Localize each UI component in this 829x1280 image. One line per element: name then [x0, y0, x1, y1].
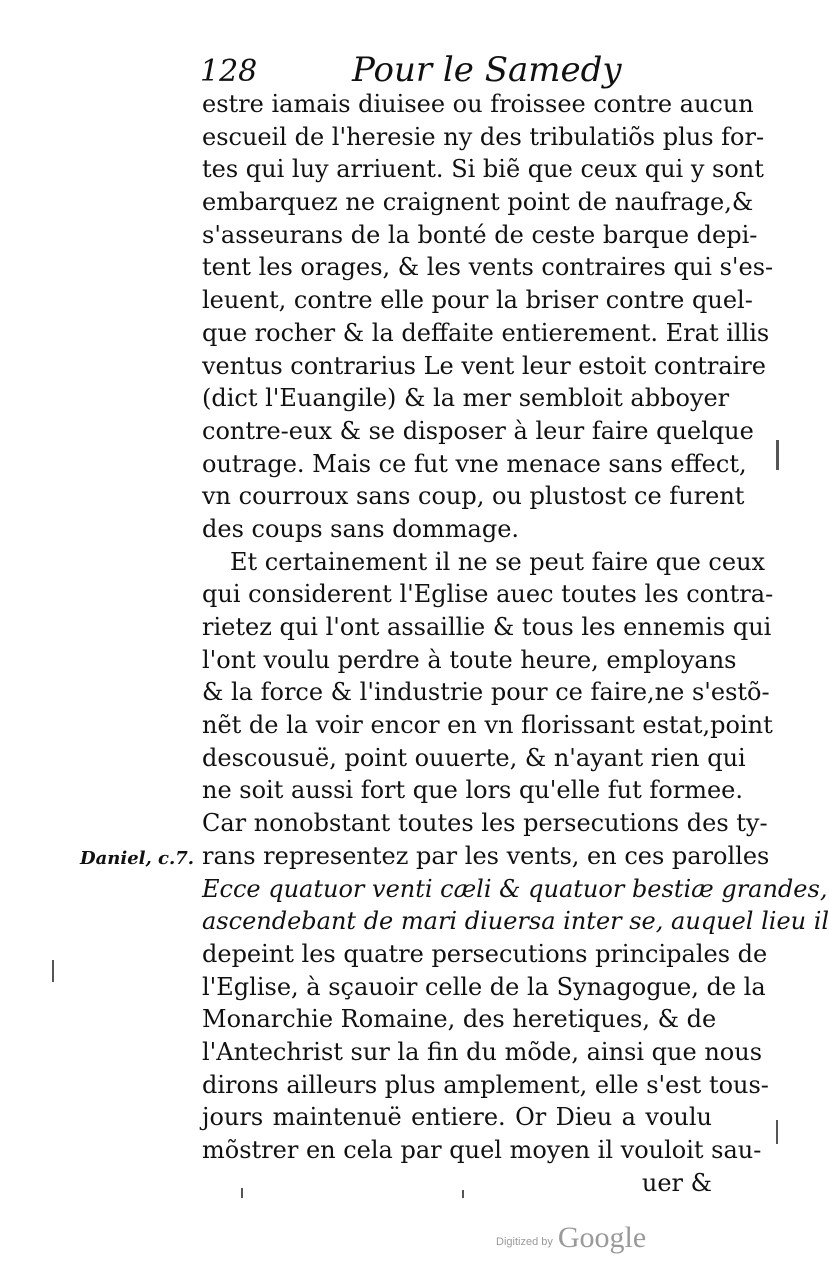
scan-artifact [776, 1120, 778, 1144]
body-text [202, 88, 829, 1199]
scan-artifact [462, 1190, 464, 1198]
catchword: uer & [641, 1168, 712, 1197]
text-line: nẽt de la voir encor en vn florissant estat,point [202, 711, 773, 740]
text-line: Car nonobstant toutes les persecutions des ty- [202, 809, 768, 838]
text-line: Et certainement il ne se peut faire que ceux [230, 547, 766, 576]
margin-note: Daniel, c.7. [80, 848, 195, 869]
google-logo: Google [557, 1221, 647, 1254]
text-line: dirons ailleurs plus amplement, elle s'est tous- [202, 1070, 769, 1099]
text-line: que rocher & la deffaite entierement. Erat illis [202, 318, 770, 347]
text-line: tent les orages, & les vents contraires qui s'es- [202, 253, 774, 282]
running-head: Pour le Samedy [352, 50, 622, 90]
page-number: 128 [200, 54, 258, 89]
text-line: estre iamais diuisee ou froissee contre aucun [202, 90, 754, 118]
text-line: l'Eglise, à sçauoir celle de la Synagogue, de la [202, 972, 766, 1001]
text-line: contre-eux & se disposer à leur faire quelque [202, 416, 754, 445]
text-line: outrage. Mais ce fut vne menace sans effect, [202, 449, 747, 478]
text-line: & la force & l'industrie pour ce faire,ne s'estõ- [202, 678, 770, 707]
digitized-watermark [496, 1216, 646, 1256]
scan-artifact [52, 960, 54, 982]
text-line: (dict l'Euangile) & la mer sembloit abboyer [202, 384, 730, 413]
text-line: descousuë, point ouuerte, & n'ayant rien qui [202, 743, 746, 772]
text-line: rans representez par les vents, en ces parolles [202, 841, 770, 870]
scan-artifact [241, 1188, 243, 1198]
text-line: tes qui luy arriuent. Si biẽ que ceux qui y sont [202, 155, 764, 184]
text-line: l'ont voulu perdre à toute heure, employans [202, 645, 737, 674]
text-line: depeint les quatre persecutions principales de [202, 939, 768, 968]
text-line: ventus contrarius Le vent leur estoit contraire [202, 351, 766, 380]
text-line: leuent, contre elle pour la briser contre quel- [202, 286, 753, 315]
text-line: embarquez ne craignent point de naufrage,& [202, 188, 754, 217]
text-line: jours maintenuë entiere. Or Dieu a voulu [202, 1103, 712, 1132]
text-line: vn courroux sans coup, ou plustost ce furent [202, 482, 745, 511]
text-line: des coups sans dommage. [202, 514, 520, 543]
text-line: Ecce quatuor venti cæli & quatuor bestiæ grandes, [202, 874, 828, 903]
text-line: mõstrer en cela par quel moyen il vouloit sau- [202, 1136, 762, 1164]
text-line: rietez qui l'ont assaillie & tous les ennemis qui [202, 613, 772, 641]
text-line: escueil de l'heresie ny des tribulatiõs plus for- [202, 122, 765, 151]
text-line: ascendebant de mari diuersa inter se, auquel lieu il [202, 907, 829, 936]
scan-artifact [776, 440, 779, 470]
watermark-caption: Digitized by [496, 1236, 553, 1248]
text-line: s'asseurans de la bonté de ceste barque depi- [202, 220, 758, 249]
text-line: qui considerent l'Eglise auec toutes les contra- [202, 580, 774, 609]
text-line: Monarchie Romaine, des heretiques, & de [202, 1005, 717, 1034]
text-line: l'Antechrist sur la fin du mõde, ainsi que nous [202, 1037, 763, 1066]
text-line: ne soit aussi fort que lors qu'elle fut formee. [202, 776, 743, 805]
